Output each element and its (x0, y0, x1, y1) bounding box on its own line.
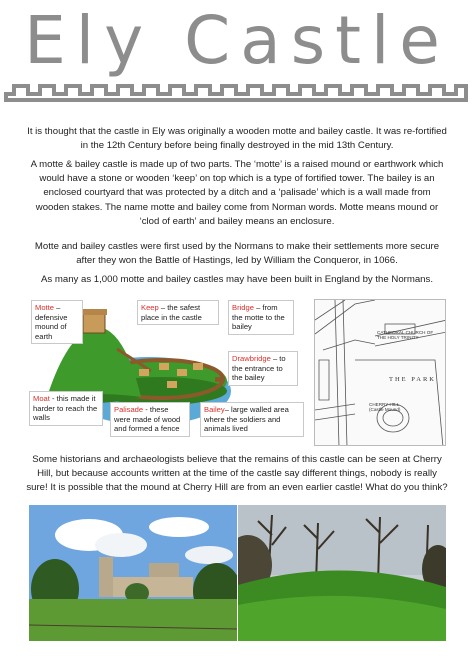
label-drawbridge (228, 351, 298, 386)
cherry-hill-photo-drawing (238, 505, 446, 641)
historic-map (314, 299, 446, 446)
motte-bailey-paragraph: A motte & bailey castle is made up of two parts. The ‘motte’ is a raised mound or earthwork which would have a stone or wooden ‘keep’ on top which is a type of fortified tower. The bailey is an enclosed courtyard that was protected by a ditch and a ‘palisade’ which is a wall made from wooden stakes. The name motte and bailey come from Norman words. Motte means mound or ‘clod of earth’ and bailey means an enclosure. (30, 159, 444, 227)
map-label-park: THE PARK (389, 376, 437, 383)
label-bailey-desc: – large walled area where the soldiers and animals lived (204, 405, 289, 434)
label-drawbridge-desc: – to the entrance to the bailey (232, 354, 286, 383)
label-drawbridge-term: Drawbridge (232, 354, 271, 363)
label-motte-desc: – defensive mound of earth (35, 303, 68, 341)
label-bridge-desc: – from the motte to the bailey (232, 303, 285, 332)
map-label-cathedral: CATHEDRAL CHURCH OF THE HOLY TRINITY (377, 330, 434, 341)
battlement-divider (0, 78, 474, 106)
cherry-hill-photo (238, 505, 446, 641)
label-palisade-desc: - these were made of wood and formed a fence (114, 405, 181, 434)
map-label-cherry-hill: CHERRY HILL (Castle Mound) (369, 402, 401, 413)
cherry-hill-paragraph: Some historians and archaeologists believe that the remains of this castle can be seen at Cherry Hill, but because accounts written at the time of the castle say different things, nobody is really sure! It is possible that the mound at Cherry Hill are from an even earlier castle! What do you think? (26, 454, 448, 494)
cathedral-photo-drawing (29, 505, 237, 641)
label-moat-term: Moat (33, 394, 50, 403)
label-palisade-term: Palisade (114, 405, 144, 414)
label-bridge (228, 300, 294, 335)
cathedral-photo (29, 505, 237, 641)
count-paragraph: As many as 1,000 motte and bailey castles may have been built in England by the Normans. (41, 274, 433, 285)
intro-paragraph: It is thought that the castle in Ely was originally a wooden motte and bailey castle. It was re-fortified in the 12th Century before being finally destroyed in the mid 13th Century. (27, 126, 447, 152)
page-title: Ely Castle (24, 2, 450, 79)
label-bailey (200, 402, 304, 437)
label-keep-term: Keep (141, 303, 159, 312)
label-moat-desc: - this made it harder to reach the walls (33, 394, 98, 423)
label-keep (137, 300, 219, 325)
label-motte (31, 300, 83, 344)
label-motte-term: Motte (35, 303, 54, 312)
map-drawing (315, 300, 446, 446)
label-keep-desc: – the safest place in the castle (141, 303, 202, 322)
normans-paragraph: Motte and bailey castles were first used by the Normans to make their settlements more secure after they won the Battle of Hastings, led by William the Conqueror, in 1066. (34, 241, 440, 267)
label-bailey-term: Bailey (204, 405, 225, 414)
label-bridge-term: Bridge (232, 303, 254, 312)
label-moat (29, 391, 103, 426)
label-palisade (110, 402, 190, 437)
